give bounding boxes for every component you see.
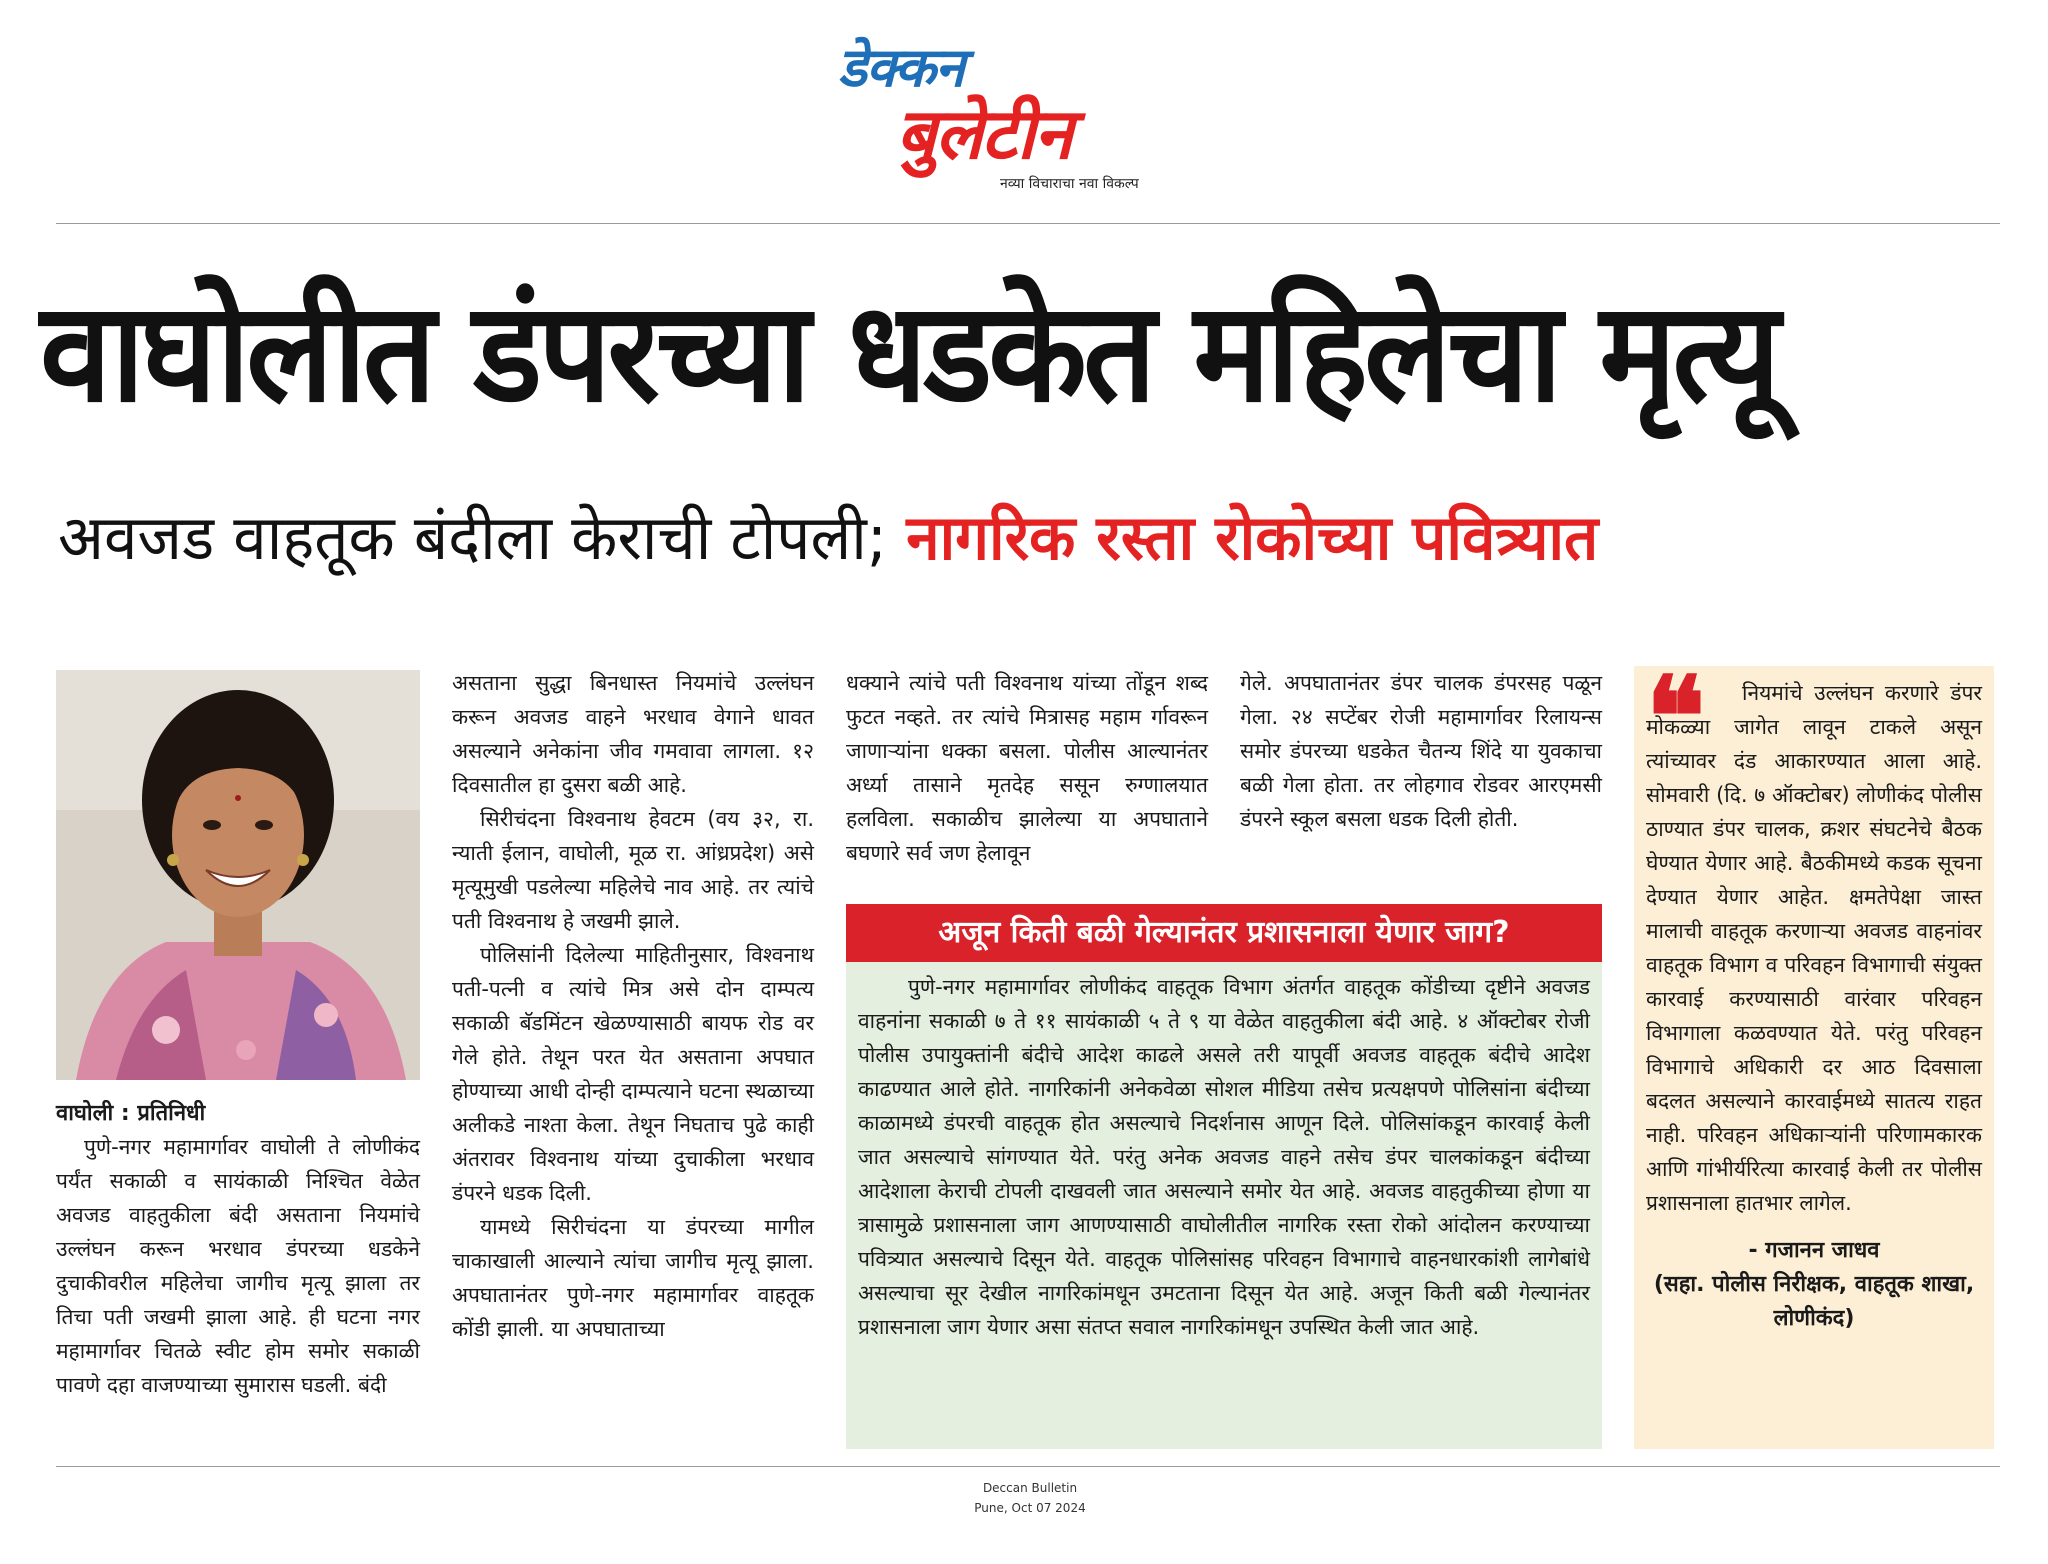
- article-paragraph: गेले. अपघातानंतर डंपर चालक डंपरसह पळून गेला. २४ सप्टेंबर रोजी महामार्गावर रिलायन्स समोर डंपरच्या धडकेत चैतन्य शिंदे या युवकाचा बळी गेला होता. तर लोहगाव रोडवर आरएमसी डंपरने स्कूल बसला धडक दिली होती.: [1240, 671, 1602, 831]
- quote-box: [1634, 652, 1994, 1449]
- quote-attribution: [1646, 1234, 1982, 1336]
- subheadline-part2: नागरिक रस्ता रोकोच्या पवित्र्यात: [906, 501, 1599, 574]
- brand-name-line1: डेक्कन: [838, 36, 964, 99]
- footer-divider: [56, 1466, 2000, 1467]
- article-paragraph: असताना सुद्धा बिनधास्त नियमांचे उल्लंघन करून अवजड वाहने भरधाव वेगाने धावत असल्याने अनेकांना जीव गमवावा लागला. १२ दिवसातील हा दुसरा बळी आहे.: [452, 671, 814, 797]
- footer-publication: Deccan Bulletin: [982, 1481, 1078, 1495]
- portrait-illustration: [56, 670, 420, 1080]
- article-paragraph: धक्याने त्यांचे पती विश्वनाथ यांच्या तोंडून शब्द फुटत नव्हते. तर त्यांचे मित्रासह महाम र्गावरून जाणाऱ्यांना धक्का बसला. पोलीस आल्यानंतर अर्ध्या तासाने मृतदेह ससून रुग्णालयात हलविला. सकाळीच झालेल्या या अपघाताने बघणारे सर्व जण हेलावून: [846, 671, 1208, 865]
- quote-mark-icon: ❝: [1646, 652, 1706, 781]
- quote-text: नियमांचे उल्लंघन करणारे डंपर मोकळ्या जागेत लावून टाकले असून त्यांच्यावर दंड आकारण्यात आला आहे. सोमवारी (दि. ७ ऑक्टोबर) लोणीकंद पोलीस ठाण्यात डंपर चालक, क्रशर संघटनेचे बैठक घेण्यात येणार आहे. बैठकीमध्ये कडक सूचना देण्यात येणार आहेत. क्षमतेपेक्षा जास्त मालाची वाहतूक करणाऱ्या अवजड वाहनांवर वाहतूक विभाग व परिवहन विभागाची संयुक्त कारवाई करण्यासाठी वारंवार परिवहन विभागाला कळवण्यात येते. परंतु परिवहन विभागाचे अधिकारी दर आठ दिवसाला बदलत असल्याने कारवाईमध्ये सातत्य राहत नाही. परिवहन अधिकाऱ्यांनी परिणामकारक आणि गांभीर्यरित्या कारवाई केली तर पोलीस प्रशासनाला हातभार लागेल.: [1646, 681, 1982, 1215]
- quote-author: - गजानन जाधव: [1748, 1238, 1880, 1263]
- article-paragraph: पुणे-नगर महामार्गावर वाघोली ते लोणीकंद पर्यंत सकाळी व सायंकाळी निश्चित वेळेत अवजड वाहतुकीला बंदी असताना नियमांचे उल्लंघन करून भरधाव डंपरच्या धडकेने दुचाकीवरील महिलेचा जागीच मृत्यू झाला तर तिचा पती जखमी झाला आहे. ही घटना नगर महामार्गावर चितळे स्वीट होम समोर सकाळी पावणे दहा वाजण्याच्या सुमारास घडली. बंदी: [56, 1135, 420, 1397]
- sidebar-heading: अजून किती बळी गेल्यानंतर प्रशासनाला येणार जाग?: [846, 904, 1602, 962]
- headline: वाघोलीत डंपरच्या धडकेत महिलेचा मृत्यू: [40, 272, 1777, 433]
- article-column-1: [56, 1130, 420, 1402]
- subheadline: [58, 500, 1598, 576]
- article-column-4: [1240, 666, 1602, 836]
- footer-place-date: Pune, Oct 07 2024: [974, 1501, 1086, 1515]
- brand-name-line2: बुलेटीन: [896, 93, 1072, 175]
- brand-tagline: नव्या विचाराचा नवा विकल्प: [1000, 176, 1139, 192]
- quote-designation: (सहा. पोलीस निरीक्षक, वाहतूक शाखा, लोणीकंद): [1653, 1272, 1975, 1331]
- sidebar-body: [846, 962, 1602, 1449]
- dateline: वाघोली : प्रतिनिधी: [56, 1101, 206, 1126]
- article-column-3: [846, 666, 1208, 870]
- masthead-logo: [838, 36, 1218, 196]
- reporter-photo: [56, 670, 420, 1080]
- footer: [900, 1478, 1160, 1518]
- sidebar-paragraph: पुणे-नगर महामार्गावर लोणीकंद वाहतूक विभाग अंतर्गत वाहतूक कोंडीच्या दृष्टीने अवजड वाहनांना सकाळी ७ ते ११ सायंकाळी ५ ते ९ या वेळेत वाहतुकीला बंदी आहे. ४ ऑक्टोबर रोजी पोलीस उपायुक्तांनी बंदीचे आदेश काढले असले तरी यापूर्वी अवजड वाहतूक बंदीचे आदेश काढण्यात आले होते. नागरिकांनी अनेकवेळा सोशल मीडिया तसेच प्रत्यक्षपणे पोलिसांना बंदीच्या काळामध्ये डंपरची वाहतूक होत असल्याचे निदर्शनास आणून दिले. पोलिसांकडून कारवाई केली जात असल्याचे सांगण्यात येते. परंतु अनेक अवजड वाहने तसेच डंपर चालकांकडून बंदीच्या आदेशाला केराची टोपली दाखवली जात असल्याने समोर येत आहे. अवजड वाहतुकीच्या होणा या त्रासामुळे प्रशासनाला जाग आणण्यासाठी वाघोलीतील नागरिक रस्ता रोको आंदोलन करण्याच्या पवित्र्यात असल्याचे दिसून येते. वाहतूक पोलिसांसह परिवहन विभागाचे वाहनधारकांशी लागेबांधे असल्याचा सूर देखील नागरिकांमधून उमटताना दिसून येत आहे. अजून किती बळी गेल्यानंतर प्रशासनाला जाग येणार असा संतप्त सवाल नागरिकांमधून उपस्थित केली जात आहे.: [858, 975, 1590, 1339]
- article-paragraph: पोलिसांनी दिलेल्या माहितीनुसार, विश्वनाथ पती-पत्नी व त्यांचे मित्र असे दोन दाम्पत्य सकाळी बॅडमिंटन खेळण्यासाठी बायफ रोड वर गेले होते. तेथून परत येत असताना अपघात होण्याच्या आधी दोन्ही दाम्पत्याने घटना स्थळाच्या अलीकडे नाश्ता केला. तेथून निघताच पुढे काही अंतरावर विश्वनाथ यांच्या दुचाकीला भरधाव डंपरने धडक दिली.: [452, 943, 814, 1205]
- masthead-divider: [56, 223, 2000, 224]
- article-paragraph: यामध्ये सिरीचंदना या डंपरच्या मागील चाकाखाली आल्याने त्यांचा जागीच मृत्यू झाला. अपघातानंतर पुणे-नगर महामार्गावर वाहतूक कोंडी झाली. या अपघाताच्या: [452, 1215, 814, 1341]
- article-column-2: [452, 666, 814, 1346]
- subheadline-part1: अवजड वाहतूक बंदीला केराची टोपली;: [58, 501, 888, 574]
- article-paragraph: सिरीचंदना विश्वनाथ हेवटम (वय ३२, रा. न्याती ईलान, वाघोली, मूळ रा. आंध्रप्रदेश) असे मृत्यूमुखी पडलेल्या महिलेचे नाव आहे. तर त्यांचे पती विश्वनाथ हे जखमी झाले.: [452, 807, 814, 933]
